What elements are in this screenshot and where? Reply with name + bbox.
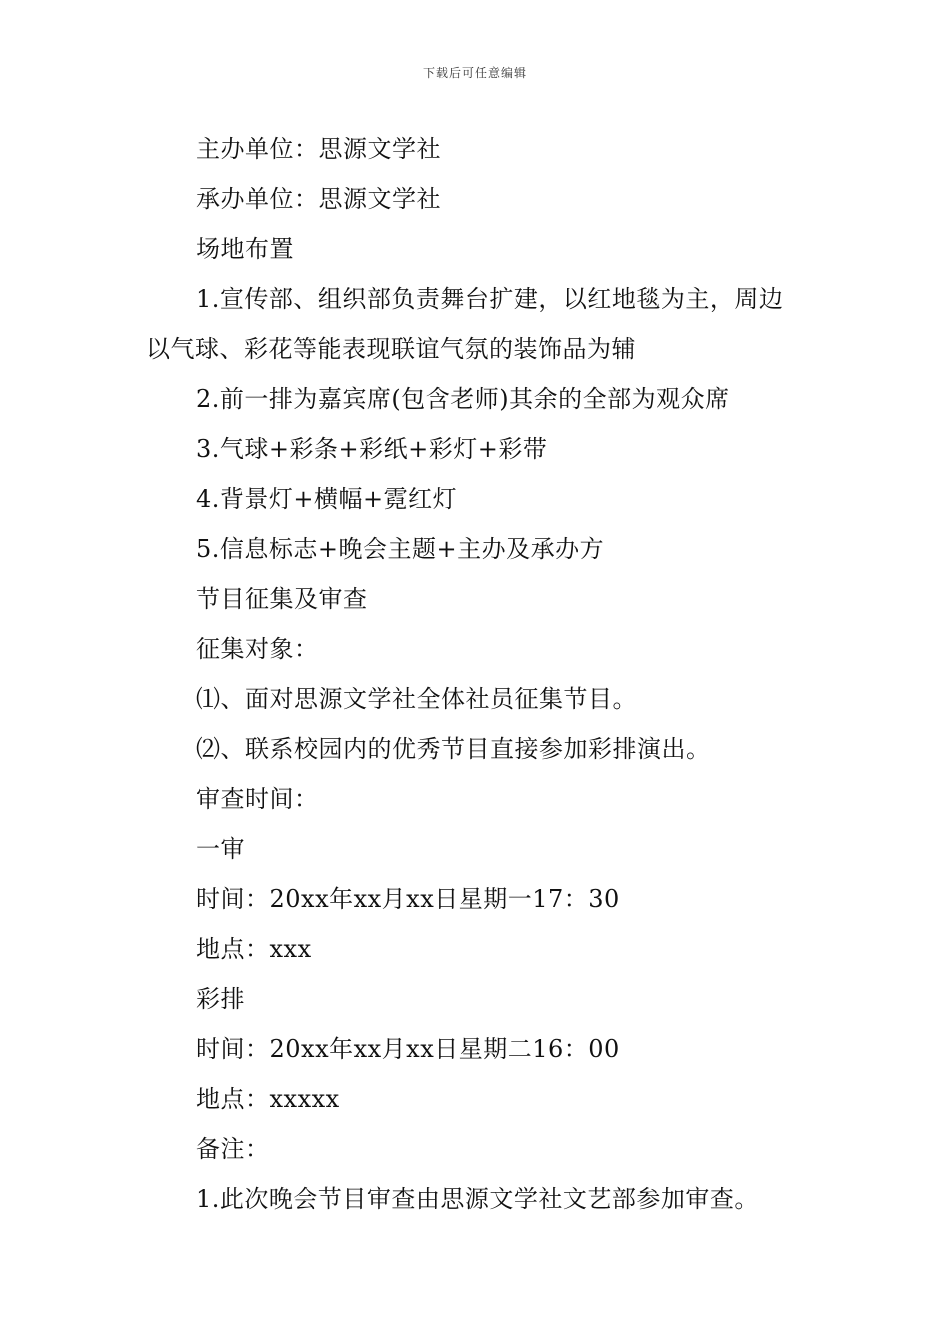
- collection-target-label: 征集对象：: [196, 635, 319, 663]
- document-body: [146, 124, 806, 1224]
- venue-item-2: 2.前一排为嘉宾席(包含老师)其余的全部为观众席: [196, 385, 730, 413]
- rehearsal-title: 彩排: [196, 985, 245, 1013]
- venue-section-title: 场地布置: [196, 235, 294, 263]
- rehearsal-time: 时间：20xx年xx月xx日星期二16：00: [196, 1035, 620, 1063]
- first-review-title: 一审: [196, 835, 245, 863]
- notes-label: 备注：: [196, 1135, 270, 1163]
- venue-item-5: 5.信息标志+晚会主题+主办及承办方: [196, 535, 605, 563]
- review-time-label: 审查时间：: [196, 785, 319, 813]
- first-review-place: 地点：xxx: [196, 935, 312, 963]
- venue-item-4: 4.背景灯+横幅+霓红灯: [196, 485, 458, 513]
- note-item-1: 1.此次晚会节目审查由思源文学社文艺部参加审查。: [196, 1185, 759, 1213]
- venue-item-1: 1.宣传部、组织部负责舞台扩建，以红地毯为主，周边以气球、彩花等能表现联谊气氛的装饰品为辅: [146, 285, 784, 363]
- collection-target-1: ⑴、面对思源文学社全体社员征集节目。: [196, 685, 637, 713]
- co-organizer-line: 承办单位：思源文学社: [196, 185, 441, 213]
- venue-item-3: 3.气球+彩条+彩纸+彩灯+彩带: [196, 435, 548, 463]
- page-header-note: 下载后可任意编辑: [422, 66, 527, 80]
- rehearsal-place: 地点：xxxxx: [196, 1085, 340, 1113]
- first-review-time: 时间：20xx年xx月xx日星期一17：30: [196, 885, 620, 913]
- program-section-title: 节目征集及审查: [196, 585, 368, 613]
- collection-target-2: ⑵、联系校园内的优秀节目直接参加彩排演出。: [196, 735, 711, 763]
- organizer-line: 主办单位：思源文学社: [196, 135, 441, 163]
